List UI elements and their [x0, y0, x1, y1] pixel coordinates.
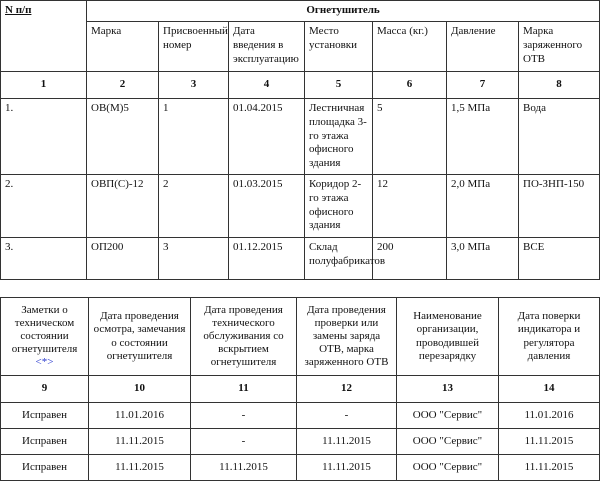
- header-brand: Марка: [87, 22, 159, 72]
- column-number: 10: [89, 376, 191, 403]
- cell-assigned-number: 3: [159, 238, 229, 280]
- cell-commission-date: 01.04.2015: [229, 99, 305, 175]
- column-number: 12: [297, 376, 397, 403]
- cell-condition: Исправен: [1, 429, 89, 455]
- table-row: [1, 403, 600, 429]
- column-number: 7: [447, 72, 519, 99]
- header-indicator-check-date: Дата поверки индикатора и регулятора давления: [499, 298, 600, 376]
- cell-indicator-date: 11.01.2016: [499, 403, 600, 429]
- cell-commission-date: 01.12.2015: [229, 238, 305, 280]
- cell-recharge-date: 11.11.2015: [297, 429, 397, 455]
- table-row: [1, 99, 600, 175]
- maintenance-table: [0, 297, 600, 481]
- column-number: 13: [397, 376, 499, 403]
- header-pressure: Давление: [447, 22, 519, 72]
- cell-inspection-date: 11.11.2015: [89, 429, 191, 455]
- cell-agent-brand: Вода: [519, 99, 600, 175]
- column-number: 6: [373, 72, 447, 99]
- cell-pressure: 1,5 МПа: [447, 99, 519, 175]
- cell-agent-brand: ВСЕ: [519, 238, 600, 280]
- cell-mass: 12: [373, 175, 447, 238]
- cell-organization: ООО "Сервис": [397, 455, 499, 481]
- column-number: 14: [499, 376, 600, 403]
- header-extinguisher: Огнетушитель: [87, 1, 600, 22]
- header-agent-brand: Марка заряженного ОТВ: [519, 22, 600, 72]
- cell-indicator-date: 11.11.2015: [499, 429, 600, 455]
- cell-pressure: 3,0 МПа: [447, 238, 519, 280]
- column-number: 8: [519, 72, 600, 99]
- table-row: [1, 175, 600, 238]
- cell-pressure: 2,0 МПа: [447, 175, 519, 238]
- cell-condition: Исправен: [1, 403, 89, 429]
- cell-commission-date: 01.03.2015: [229, 175, 305, 238]
- cell-brand: ОВП(С)-12: [87, 175, 159, 238]
- cell-inspection-date: 11.01.2016: [89, 403, 191, 429]
- cell-indicator-date: 11.11.2015: [499, 455, 600, 481]
- cell-brand: ОП200: [87, 238, 159, 280]
- cell-row-number: 3.: [1, 238, 87, 280]
- header-mass: Масса (кг.): [373, 22, 447, 72]
- cell-brand: ОВ(М)5: [87, 99, 159, 175]
- column-number: 3: [159, 72, 229, 99]
- header-recharge-date: Дата проведения проверки или замены заряда ОТВ, марка заряженного ОТВ: [297, 298, 397, 376]
- column-number: 2: [87, 72, 159, 99]
- header-assigned-number: Присвоенный номер: [159, 22, 229, 72]
- cell-recharge-date: 11.11.2015: [297, 455, 397, 481]
- footnote-link[interactable]: <*>: [35, 356, 54, 369]
- table-row: [1, 455, 600, 481]
- cell-assigned-number: 1: [159, 99, 229, 175]
- header-location: Место установки: [305, 22, 373, 72]
- cell-location: Коридор 2-го этажа офисного здания: [305, 175, 373, 238]
- cell-agent-brand: ПО-ЗНП-150: [519, 175, 600, 238]
- cell-maintenance-date: 11.11.2015: [191, 455, 297, 481]
- cell-organization: ООО "Сервис": [397, 429, 499, 455]
- column-number: 5: [305, 72, 373, 99]
- cell-maintenance-date: -: [191, 429, 297, 455]
- header-row-number: N п/п: [1, 1, 87, 72]
- table-row: [1, 238, 600, 280]
- cell-row-number: 2.: [1, 175, 87, 238]
- column-number: 1: [1, 72, 87, 99]
- cell-organization: ООО "Сервис": [397, 403, 499, 429]
- cell-mass: 5: [373, 99, 447, 175]
- column-number: 4: [229, 72, 305, 99]
- header-condition-notes: Заметки о техническом состоянии огнетушителя <*>: [1, 298, 89, 376]
- cell-recharge-date: -: [297, 403, 397, 429]
- header-inspection-date: Дата проведения осмотра, замечания о состоянии огнетушителя: [89, 298, 191, 376]
- cell-maintenance-date: -: [191, 403, 297, 429]
- cell-mass: 200: [373, 238, 447, 280]
- column-numbers-row: [1, 72, 600, 99]
- cell-inspection-date: 11.11.2015: [89, 455, 191, 481]
- cell-row-number: 1.: [1, 99, 87, 175]
- cell-location: Склад полуфабрикатов: [305, 238, 373, 280]
- header-maintenance-date: Дата проведения технического обслуживания со вскрытием огнетушителя: [191, 298, 297, 376]
- header-recharge-organization: Наименование организации, проводившей перезарядку: [397, 298, 499, 376]
- header-commission-date: Дата введения в эксплуатацию: [229, 22, 305, 72]
- column-number: 11: [191, 376, 297, 403]
- cell-location: Лестничная площадка 3-го этажа офисного здания: [305, 99, 373, 175]
- column-number: 9: [1, 376, 89, 403]
- cell-condition: Исправен: [1, 455, 89, 481]
- cell-assigned-number: 2: [159, 175, 229, 238]
- table-row: [1, 429, 600, 455]
- column-numbers-row: [1, 376, 600, 403]
